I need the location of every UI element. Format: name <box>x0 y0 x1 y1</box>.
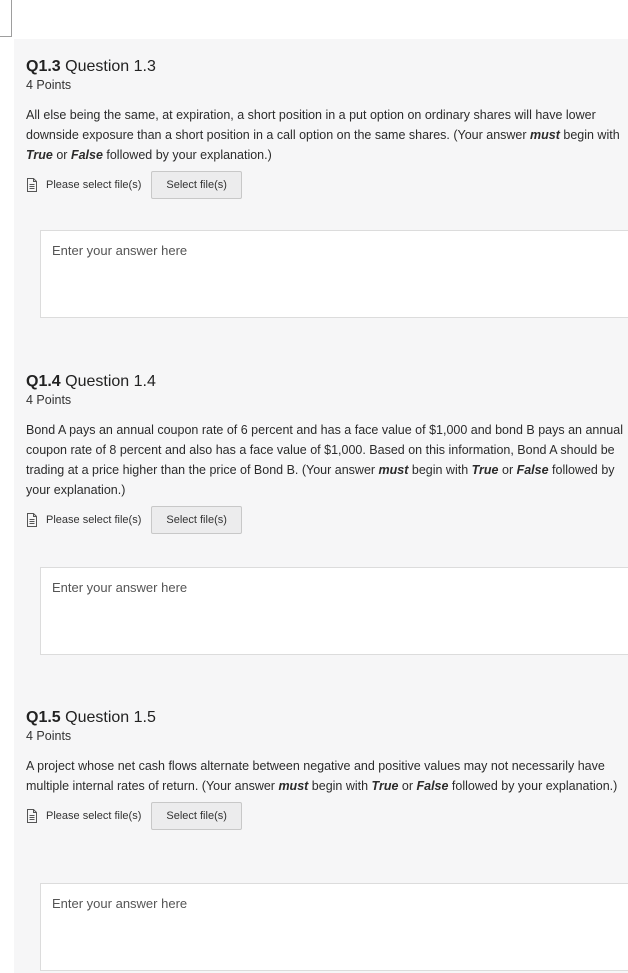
answer-input[interactable] <box>40 883 628 971</box>
text-run: followed by your explanation.) <box>102 148 272 162</box>
select-files-button[interactable]: Select file(s) <box>151 506 242 534</box>
emphasis-text: False <box>416 779 449 793</box>
text-run: begin with <box>408 463 472 477</box>
question-points: 4 Points <box>26 729 72 743</box>
emphasis-text: False <box>516 463 549 477</box>
document-icon <box>26 178 38 192</box>
emphasis-text: False <box>70 148 103 162</box>
question-text <box>26 420 626 500</box>
question-1-5 <box>26 708 616 830</box>
file-status-label: Please select file(s) <box>46 514 142 526</box>
question-heading: Question 1.3 <box>65 58 156 75</box>
question-1-3 <box>26 57 620 199</box>
emphasis-text: True <box>471 463 499 477</box>
select-files-button[interactable]: Select file(s) <box>151 802 242 830</box>
question-title <box>26 57 616 77</box>
text-run: followed by your explanation.) <box>448 779 618 793</box>
question-number: Q1.3 <box>26 58 61 75</box>
question-1-4 <box>26 372 623 534</box>
question-number: Q1.4 <box>26 373 61 390</box>
text-run: or <box>52 148 71 162</box>
question-points: 4 Points <box>26 78 72 92</box>
select-files-button[interactable]: Select file(s) <box>151 171 242 199</box>
text-run: begin with <box>559 128 620 142</box>
question-title <box>26 372 616 392</box>
question-heading: Question 1.5 <box>65 709 156 726</box>
emphasis-text: True <box>371 779 399 793</box>
window-corner-mark <box>0 0 12 37</box>
emphasis-text: must <box>278 779 309 793</box>
question-number: Q1.5 <box>26 709 61 726</box>
file-upload-row <box>26 802 616 830</box>
question-points: 4 Points <box>26 393 72 407</box>
file-upload-row <box>26 506 616 534</box>
question-text <box>26 105 626 165</box>
answer-input[interactable] <box>40 230 628 318</box>
question-text <box>26 756 626 796</box>
emphasis-text: True <box>26 148 53 162</box>
document-icon <box>26 809 38 823</box>
question-heading: Question 1.4 <box>65 373 156 390</box>
text-run: All else being the same, at expiration, a short position in a put option on ordinary shares will have lower downside exposure than a short position in a call option on the same shares. (Your answer <box>26 108 596 142</box>
document-icon <box>26 513 38 527</box>
file-status-label: Please select file(s) <box>46 179 142 191</box>
emphasis-text: must <box>530 128 560 142</box>
file-upload-row <box>26 171 616 199</box>
text-run: Bond A pays an annual coupon rate of 6 percent and has a face value of $1,000 and bond B pays an annual coupon rate of 8 percent and also has a face value of $1,000. Based on this information, Bond A should be trading at a price higher than the price of Bond B. (Your answer <box>26 423 623 477</box>
text-run: or <box>398 779 417 793</box>
text-run: or <box>498 463 517 477</box>
text-run: A project whose net cash flows alternate between negative and positive values may not necessarily have multiple internal rates of return. (Your answer <box>26 759 605 793</box>
emphasis-text: must <box>378 463 409 477</box>
text-run: begin with <box>308 779 372 793</box>
text-run: followed by your explanation.) <box>26 463 615 497</box>
file-status-label: Please select file(s) <box>46 810 142 822</box>
answer-input[interactable] <box>40 567 628 655</box>
question-title <box>26 708 616 728</box>
